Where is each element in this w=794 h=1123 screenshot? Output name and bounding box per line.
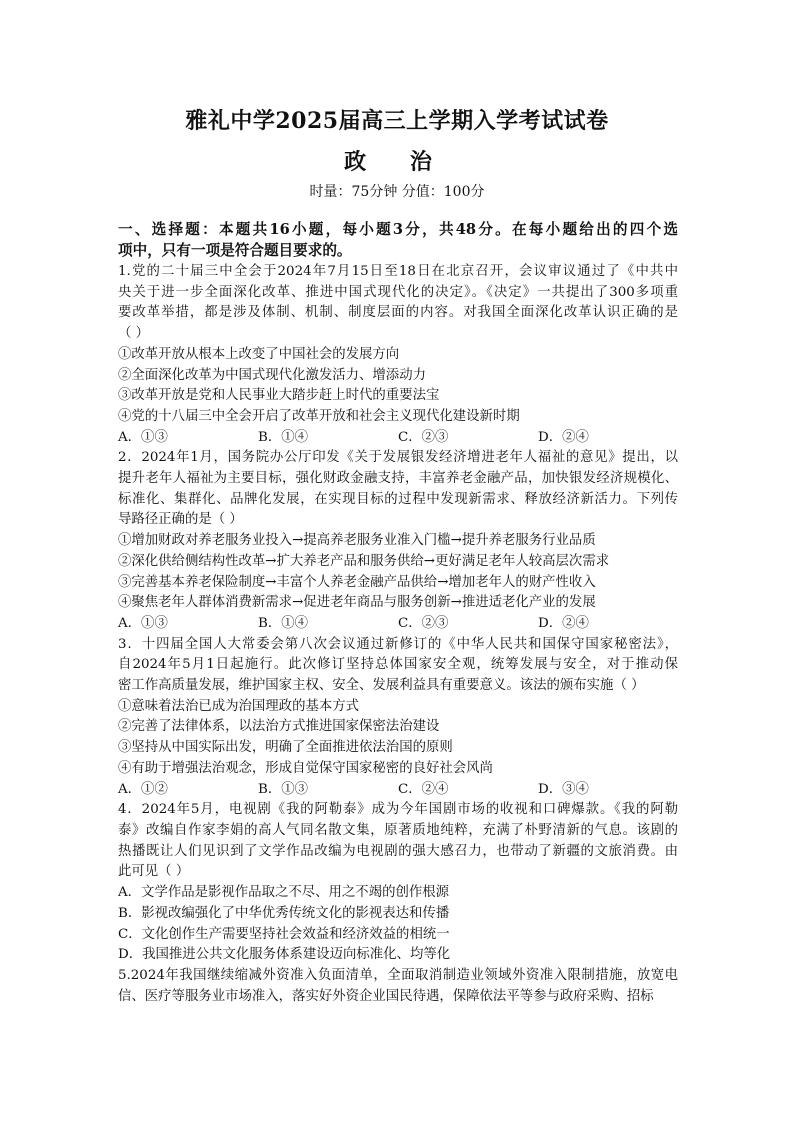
- question-stem-line: 央关于进一步全面深化改革、推进中国式现代化的决定》。《决定》一共提出了300多项重: [118, 284, 678, 300]
- question-2: [118, 448, 678, 634]
- answer-option: D．②④: [538, 429, 589, 445]
- question-4: [118, 800, 678, 966]
- answer-option: C．②④: [398, 781, 449, 797]
- question-stem-line: 热播既让人们见识到了文学作品改编为电视剧的强大感召力，也带动了新疆的文旅消费。由: [118, 843, 678, 859]
- answer-options: [118, 428, 678, 449]
- statement-item: C．文化创作生产需要坚持社会效益和经济效益的相统一: [118, 926, 450, 942]
- question-stem-line: 密工作高质量发展，维护国家主权、安全、发展利益具有重要意义。该法的颁布实施（ ）: [118, 678, 645, 694]
- answer-option: D．③④: [538, 781, 589, 797]
- question-stem-line: 1.党的二十届三中全会于2024年7月15日至18日在北京召开，会议审议通过了《中共中: [118, 264, 678, 279]
- question-3: [118, 635, 678, 801]
- answer-option: A．①②: [118, 781, 168, 797]
- answer-option: B．①③: [258, 781, 309, 797]
- answer-option: C．②③: [398, 615, 449, 631]
- statement-item: ②完善了法律体系，以法治方式推进国家保密法治建设: [118, 719, 440, 735]
- question-stem-line: 4．2024年5月，电视剧《我的阿勒泰》成为今年国剧市场的收视和口碑爆款。《我的阿勒: [118, 802, 678, 818]
- answer-option: C．②③: [398, 429, 449, 445]
- section-heading-line: 项中，只有一项是符合题目要求的。: [118, 241, 352, 259]
- question-list: [118, 262, 678, 1007]
- question-stem-line: 此可见（ ）: [118, 864, 190, 880]
- statement-item: A．文学作品是影视作品取之不尽、用之不竭的创作根源: [118, 885, 450, 901]
- statement-item: ③改革开放是党和人民事业大踏步赶上时代的重要法宝: [118, 388, 440, 404]
- question-1: [118, 262, 678, 448]
- section-heading-line: 一、选择题：本题共16小题，每小题3分，共48分。在每小题给出的四个选: [118, 221, 678, 238]
- question-stem-line: 信、医疗等服务业市场准入，落实好外资企业国民待遇，保障依法平等参与政府采购、招标: [118, 988, 654, 1004]
- statement-item: ②深化供给侧结构性改革→扩大养老产品和服务供给→更好满足老年人较高层次需求: [118, 553, 610, 569]
- statement-item: ①意味着法治已成为治国理政的基本方式: [118, 698, 360, 714]
- answer-option: B．①④: [258, 429, 309, 445]
- statement-item: B．影视改编强化了中华优秀传统文化的影视表达和传播: [118, 905, 450, 921]
- question-stem-line: 提升老年人福祉为主要目标，强化财政金融支持，丰富养老金融产品，加快银发经济规模化、: [118, 471, 678, 487]
- statement-item: ②全面深化改革为中国式现代化激发活力、增添动力: [118, 367, 426, 383]
- question-stem-line: 要改革举措，都是涉及体制、机制、制度层面的内容。对我国全面深化改革认识正确的是: [118, 305, 678, 321]
- question-stem-line: 2．2024年1月，国务院办公厅印发《关于发展银发经济增进老年人福祉的意见》提出，以: [118, 450, 678, 466]
- question-stem-line: （ ）: [118, 326, 150, 342]
- answer-option: B．①④: [258, 615, 309, 631]
- answer-options: [118, 780, 678, 801]
- exam-meta: 时量：75分钟 分值：100分: [309, 184, 485, 200]
- statement-item: ①增加财政对养老服务业投入→提高养老服务业准入门槛→提升养老服务行业品质: [118, 533, 596, 549]
- question-stem-line: 3．十四届全国人大常委会第八次会议通过新修订的《中华人民共和国保守国家秘密法》，: [118, 636, 678, 652]
- statement-item: ③坚持从中国实际出发，明确了全面推进依法治国的原则: [118, 740, 453, 756]
- answer-options: [118, 614, 678, 635]
- question-stem-line: 导路径正确的是（ ）: [118, 512, 243, 528]
- statement-item: ①改革开放从根本上改变了中国社会的发展方向: [118, 346, 400, 362]
- question-stem-line: 泰》改编自作家李娟的高人气同名散文集，原著质地纯粹，充满了朴野清新的气息。该剧的: [118, 822, 678, 838]
- statement-item: ④聚焦老年人群体消费新需求→促进老年商品与服务创新→推进适老化产业的发展: [118, 595, 596, 611]
- statement-item: ③完善基本养老保险制度→丰富个人养老金融产品供给→增加老年人的财产性收入: [118, 574, 596, 590]
- question-5: [118, 966, 678, 1007]
- question-stem-line: 5.2024年我国继续缩减外资准入负面清单，全面取消制造业领域外资准入限制措施，放宽电: [118, 967, 678, 983]
- subject-title: 政 治: [344, 149, 450, 175]
- answer-option: A．①③: [118, 615, 168, 631]
- answer-option: D．②④: [538, 615, 589, 631]
- exam-title: 雅礼中学2025届高三上学期入学考试试卷: [185, 108, 609, 134]
- statement-item: ④党的十八届三中全会开启了改革开放和社会主义现代化建设新时期: [118, 408, 520, 424]
- answer-option: A．①③: [118, 429, 168, 445]
- statement-item: D．我国推进公共文化服务体系建设迈向标准化、均等化: [118, 947, 451, 963]
- statement-item: ④有助于增强法治观念，形成自觉保守国家秘密的良好社会风尚: [118, 760, 493, 776]
- exam-content: [118, 220, 678, 1007]
- section-heading: [118, 220, 678, 261]
- question-stem-line: 自2024年5月1日起施行。此次修订坚持总体国家安全观，统筹发展与安全，对于推动保: [118, 657, 678, 673]
- question-stem-line: 标准化、集群化、品牌化发展，在实现目标的过程中发现新需求、释放经济新活力。下列传: [118, 491, 678, 507]
